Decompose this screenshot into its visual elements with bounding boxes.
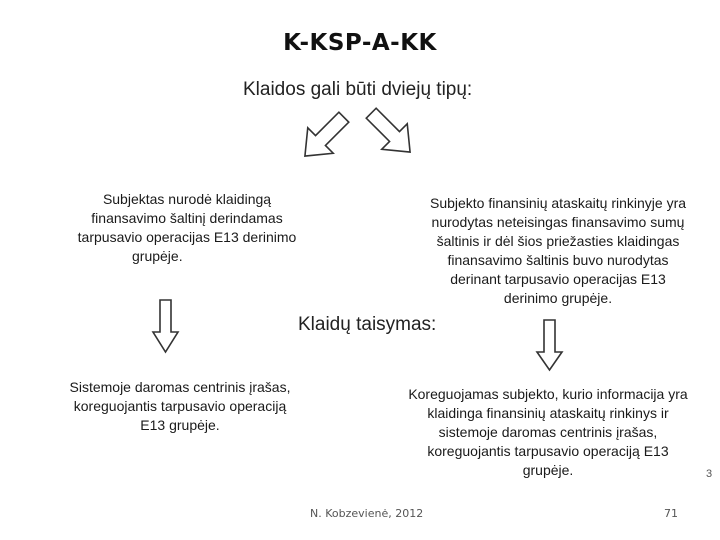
text-line: koreguojantis tarpusavio operaciją E13 [427,443,669,459]
text-line: grupėje. [132,248,183,264]
error-type-right [408,194,708,308]
text-line: derinant tarpusavio operacijas E13 [450,271,666,287]
text-line: Subjekto finansinių ataskaitų rinkinyje yra [429,195,687,211]
text-line: grupėje. [522,462,574,478]
text-line: šaltinis ir dėl šios priežasties klaidingas [436,233,680,249]
text-line: Koreguojamas subjekto, kurio informacija yra [408,386,688,402]
text-line: E13 grupėje. [140,417,220,433]
fix-left [55,378,305,435]
text-line: koreguojantis tarpusavio operaciją [73,398,287,414]
text-line: finansavimo šaltinį derindamas [91,210,283,226]
footer-author: N. Kobzevienė, 2012 [310,507,424,520]
text-line: Sistemoje daromas centrinis įrašas, [69,379,291,395]
text-line: sistemoje daromas centrinis įrašas, [438,424,658,440]
arrow-down-icon [537,320,562,370]
page-number: 71 [664,507,678,520]
slide-title: K-KSP-A-KK [283,30,437,56]
text-line: tarpusavio operacijas E13 derinimo [77,229,297,245]
arrow-down-left-icon [292,104,356,168]
fix-right [388,385,708,480]
edge-mark: 3 [706,468,713,480]
text-line: klaidinga finansinių ataskaitų rinkinys ir [427,405,669,421]
text-line: nurodytas neteisingas finansavimo sumų [431,214,685,230]
heading-error-types: Klaidos gali būti dviejų tipų: [243,79,473,100]
text-line: Subjektas nurodė klaidingą [102,191,272,207]
text-line: finansavimo šaltinis buvo nurodytas [447,252,669,268]
arrow-down-icon [153,300,178,352]
text-line: derinimo grupėje. [503,290,613,306]
arrow-down-right-icon [358,100,422,164]
error-type-left [62,190,312,266]
heading-error-fix: Klaidų taisymas: [298,314,437,335]
